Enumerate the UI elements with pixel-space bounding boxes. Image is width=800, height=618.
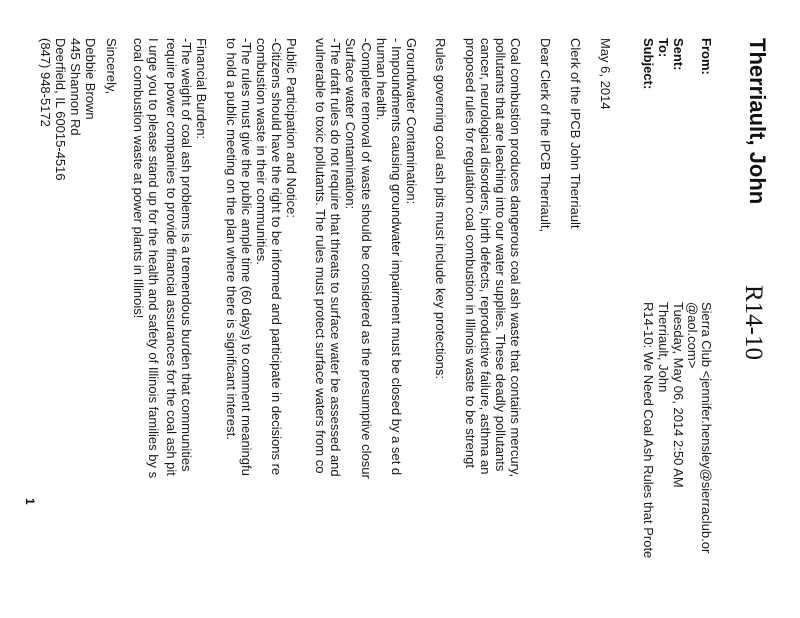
letter-salutation: Dear Clerk of the IPCB Therriault, xyxy=(538,38,553,233)
financial-burden-heading: Financial Burden: xyxy=(194,38,209,140)
to-value: Therriault, John xyxy=(656,302,671,393)
public-participation-line: combustion waste in their communities. xyxy=(254,38,269,265)
closing-line: coal combustion waste at power plants in Illinois! xyxy=(131,38,146,319)
paragraph-line: cancer, neurological disorders, birth defects, reproductive failure, asthma an xyxy=(478,38,493,475)
sender-name-heading: Therriault, John xyxy=(745,38,770,205)
sent-label: Sent: xyxy=(671,38,686,71)
signoff: Sincerely, xyxy=(104,38,119,95)
sent-value: Tuesday, May 06, 2014 2:50 AM xyxy=(671,302,686,488)
subject-value: R14-10: We Need Coal Ash Rules that Prote xyxy=(641,302,656,559)
letter-addressee: Clerk of the IPCB John Therriault xyxy=(568,38,583,229)
surface-water-line: vulnerable to toxic pollutants. The rules must protect surface waters from co xyxy=(313,38,328,474)
from-value-line2: @aol.com> xyxy=(685,302,700,369)
public-participation-line: -The rules must give the public ample time (60 days) to comment meaningfu xyxy=(239,38,254,476)
groundwater-heading: Groundwater Contamination: xyxy=(404,38,419,205)
groundwater-line: -Complete removal of waste should be considered as the presumptive closur xyxy=(359,38,374,479)
financial-burden-line: require power companies to provide financial assurances for the coal ash pit xyxy=(164,38,179,476)
public-participation-line: -Citizens should have the right to be informed and participate in decisions re xyxy=(269,38,284,476)
groundwater-line: - Impoundments causing groundwater impairment must be closed by a set d xyxy=(389,38,404,476)
financial-burden-line: -The weight of coal ash problems is a tremendous burden that communities xyxy=(179,38,194,472)
from-value-line1: Sierra Club <jennifer.hensley@sierraclub.or xyxy=(699,302,714,554)
public-participation-heading: Public Participation and Notice: xyxy=(284,38,299,218)
paragraph-line: proposed rules for regulation coal combustion in Illinois waste to be strengt xyxy=(463,38,478,468)
protections-intro: Rules governing coal ash pits must include key protections: xyxy=(433,38,448,380)
closing-line: I urge you to please stand up for the health and safety of Illinois families by s xyxy=(146,38,161,479)
paragraph-line: Coal combustion produces dangerous coal ash waste that contains mercury, xyxy=(508,38,523,478)
groundwater-line: human health. xyxy=(374,38,389,121)
signature-phone: (847) 948-5172 xyxy=(38,38,53,127)
letter-date: May 6, 2014 xyxy=(598,38,613,110)
subject-label: Subject: xyxy=(641,38,656,90)
paragraph-line: pollutants that are leaching into our water supplies. These deadly pollutants xyxy=(493,38,508,472)
public-participation-line: to hold a public meeting on the plan where there is significant interest. xyxy=(224,38,239,440)
to-label: To: xyxy=(656,38,671,58)
signature-city: Deerfield, IL 60015-4516 xyxy=(53,38,68,181)
surface-water-heading: Surface water Contamination: xyxy=(343,38,358,210)
surface-water-line: -The draft rules do not require that threats to surface water be assessed and xyxy=(328,38,343,477)
page-number: 1 xyxy=(23,498,37,505)
signature-address: 445 Shannon Rd xyxy=(68,38,83,136)
docket-number: R14-10 xyxy=(740,285,767,360)
from-label: From: xyxy=(699,38,714,75)
signature-name: Debbie Brown xyxy=(83,38,98,120)
